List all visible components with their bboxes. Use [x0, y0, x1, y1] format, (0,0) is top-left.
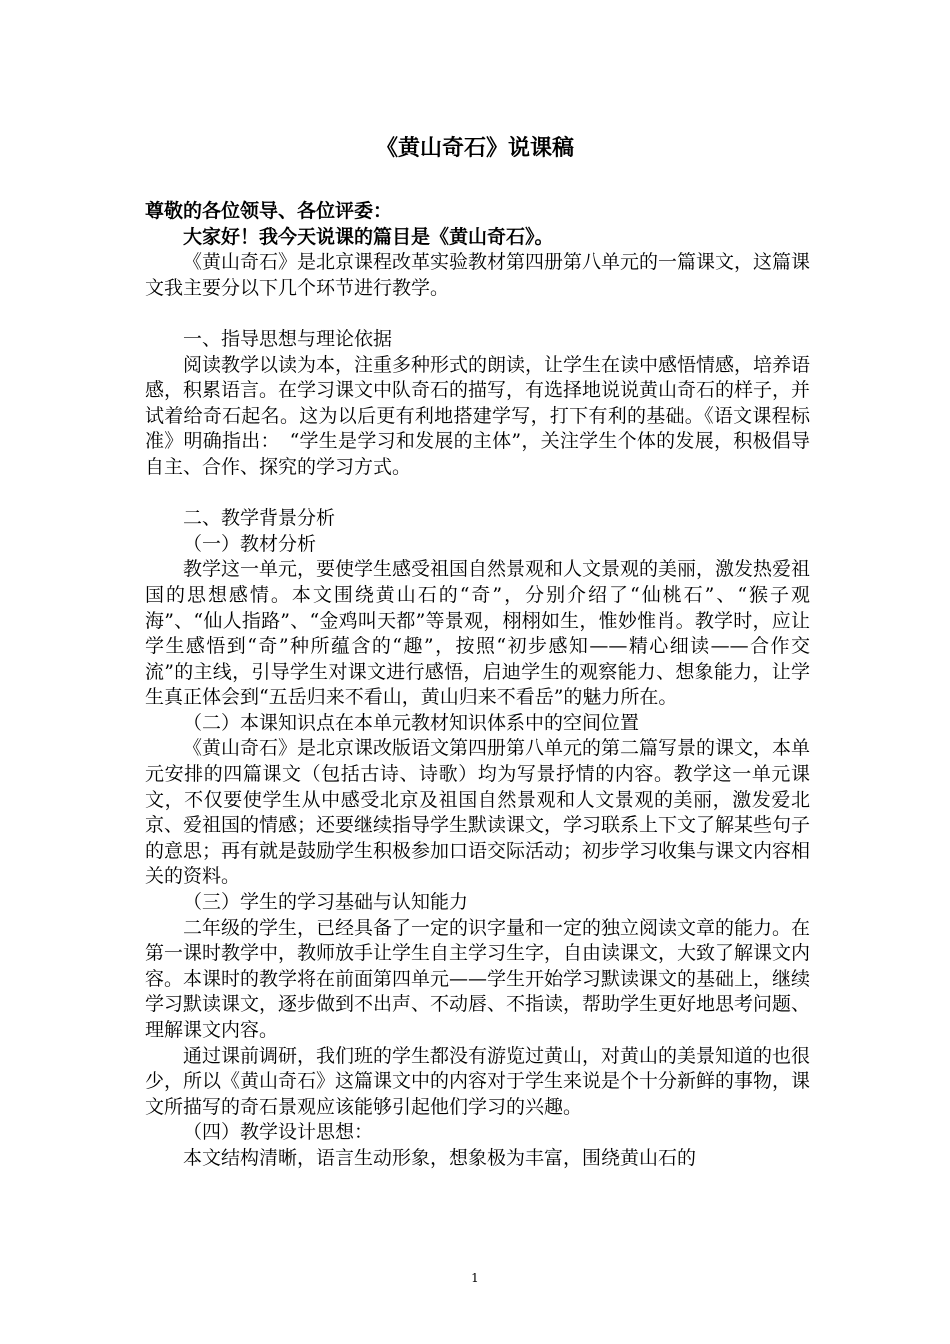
section-heading-1: 一、指导思想与理论依据	[183, 327, 393, 350]
subsection-heading-4: （四）教学设计思想：	[183, 1121, 374, 1144]
subsection-2-paragraph: 《黄山奇石》是北京课改版语文第四册第八单元的第二篇写景的课文，本单元安排的四篇课文（包括古诗、诗歌）均为写景抒情的内容。教学这一单元课文，不仅要使学生从中感受北京及祖国自然景观和人文景观的美丽，激发爱北京、爱祖国的情感；还要继续指导学生默读课文，学习联系上下文了解某些句子的意思；再有就是鼓励学生积极参加口语交际活动；初步学习收集与课文内容相关的资料。	[145, 737, 811, 888]
blank-line	[145, 481, 810, 507]
document-body	[145, 199, 810, 1172]
page-number: 1	[471, 1271, 479, 1285]
subsection-heading-1: （一）教材分析	[183, 532, 317, 555]
subsection-4-paragraph: 本文结构清晰，语言生动形象，想象极为丰富，围绕黄山石的	[183, 1146, 697, 1169]
subsection-1-paragraph: 教学这一单元，要使学生感受祖国自然景观和人文景观的美丽，激发热爱祖国的思想感情。本文围绕黄山石的“奇”，分别介绍了“仙桃石”、“猴子观海”、“仙人指路”、“金鸡叫天都”等景观，栩栩如生，惟妙惟肖。教学时，应让学生感悟到“奇”种所蕴含的“趣”，按照“初步感知——精心细读——合作交流”的主线，引导学生对课文进行感悟，启迪学生的观察能力、想象能力，让学生真正体会到“五岳归来不看山，黄山归来不看岳”的魅力所在。	[145, 558, 811, 709]
greeting: 大家好！我今天说课的篇目是《黄山奇石》。	[183, 225, 554, 248]
section-1-paragraph: 阅读教学以读为本，注重多种形式的朗读，让学生在读中感悟情感，培养语感，积累语言。在学习课文中队奇石的描写，有选择地说说黄山奇石的样子，并试着给奇石起名。这为以后更有利地搭建学写，打下有利的基础。《语文课程标准》明确指出： “学生是学习和发展的主体”，关注学生个体的发展，积极倡导自主、合作、探究的学习方式。	[145, 353, 811, 478]
intro-paragraph: 《黄山奇石》是北京课程改革实验教材第四册第八单元的一篇课文，这篇课文我主要分以下几个环节进行教学。	[145, 251, 811, 299]
subsection-heading-3: （三）学生的学习基础与认知能力	[183, 891, 469, 914]
salutation: 尊敬的各位领导、各位评委：	[145, 200, 393, 222]
subsection-3-paragraph-2: 通过课前调研，我们班的学生都没有游览过黄山，对黄山的美景知道的也很少，所以《黄山奇石》这篇课文中的内容对于学生来说是个十分新鲜的事物，课文所描写的奇石景观应该能够引起他们学习的兴趣。	[145, 1044, 811, 1118]
subsection-heading-2: （二）本课知识点在本单元教材知识体系中的空间位置	[183, 711, 640, 734]
section-heading-2: 二、教学背景分析	[183, 507, 336, 530]
subsection-3-paragraph-1: 二年级的学生，已经具备了一定的识字量和一定的独立阅读文章的能力。在第一课时教学中，教师放手让学生自主学习生字，自由读课文，大致了解课文内容。本课时的教学将在前面第四单元——学生开始学习默读课文的基础上，继续学习默读课文，逐步做到不出声、不动唇、不指读，帮助学生更好地思考问题、理解课文内容。	[145, 916, 811, 1041]
blank-line	[145, 301, 810, 327]
document-title: 《黄山奇石》说课稿	[375, 135, 574, 161]
